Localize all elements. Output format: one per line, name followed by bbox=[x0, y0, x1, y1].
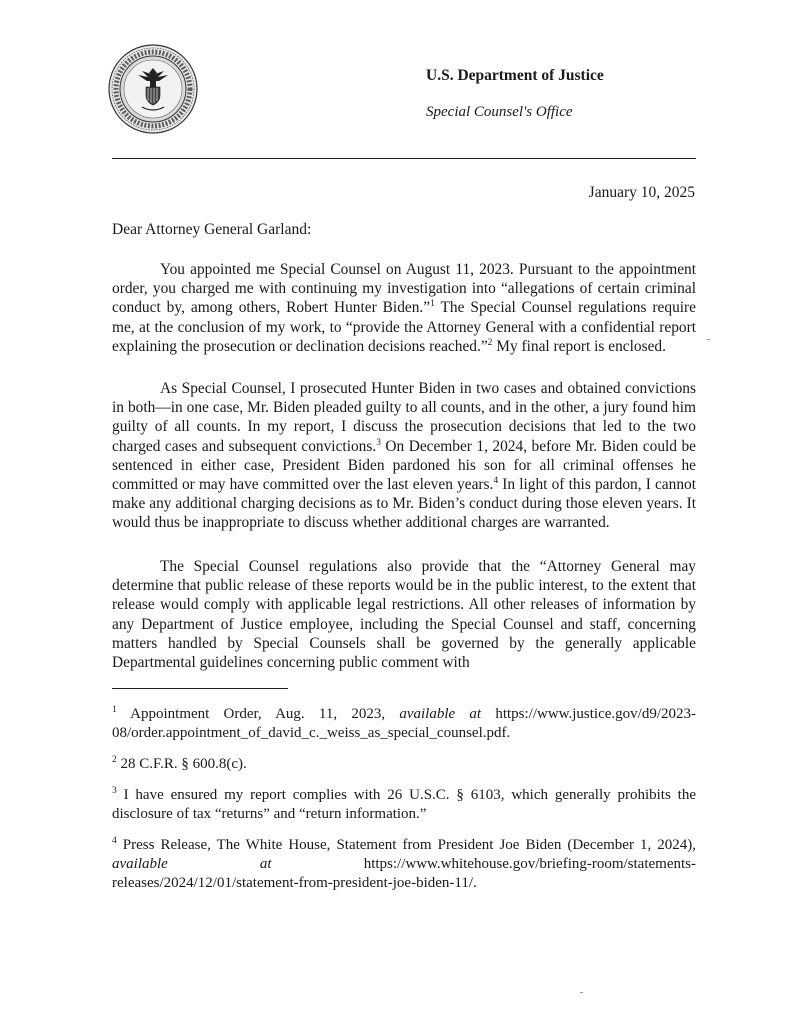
text-run: You appointed me Special Counsel on August 11, 2023. Pursuant to the appointment order, you charged me with continuing my investigation into “allegations of certain criminal conduct by, among others, Robert Hunter Biden.” bbox=[112, 261, 696, 317]
footnote-4 bbox=[112, 836, 696, 894]
text-run: 28 C.F.R. § 600.8(c). bbox=[116, 756, 247, 772]
doj-seal-icon bbox=[108, 44, 198, 134]
body-paragraph-3 bbox=[112, 557, 696, 672]
text-run: On December 1, 2024, before Mr. Biden could be sentenced in either case, President Biden pardoned his son for all criminal offenses he committed or may have committed over the last eleven years. bbox=[112, 437, 696, 494]
text-run: In light of this pardon, I cannot make any additional charging decisions as to Mr. Biden’s conduct during those eleven years. It would thus be inappropriate to discuss whether additional charges are warranted. bbox=[112, 476, 697, 532]
scan-artifact bbox=[707, 339, 710, 340]
body-paragraph-1 bbox=[112, 260, 696, 356]
text-run: Appointment Order, Aug. 11, 2023, bbox=[116, 706, 400, 722]
text-run: https://www.whitehouse.gov/briefing-room/statements-releases/2024/12/01/statement-from-president-joe-biden-11/. bbox=[112, 856, 696, 892]
footnote-marker: 2 bbox=[487, 337, 493, 348]
footnote-marker: 2 bbox=[112, 755, 117, 765]
italic-text: available at bbox=[112, 856, 272, 873]
footnote-marker: 1 bbox=[430, 299, 435, 310]
footnote-marker: 4 bbox=[112, 836, 117, 846]
footnote-1 bbox=[112, 705, 696, 743]
footnote-marker: 3 bbox=[112, 786, 117, 796]
text-run: Press Release, The White House, Statement from President Joe Biden (December 1, 2024), bbox=[116, 837, 696, 853]
text-run: I have ensured my report complies with 26 U.S.C. § 6103, which generally prohibits the disclosure of tax “returns” and “return information.” bbox=[112, 787, 696, 823]
text-run: The Special Counsel regulations require me, at the conclusion of my work, to “provide the Attorney General with a confidential report explaining the prosecution or declination decisions reached.” bbox=[112, 299, 696, 355]
footnote-marker: 1 bbox=[112, 705, 117, 715]
footnote-marker: 4 bbox=[493, 475, 499, 486]
department-name: U.S. Department of Justice bbox=[426, 67, 604, 84]
footnote-2 bbox=[112, 755, 696, 774]
footnote-3 bbox=[112, 786, 696, 824]
text-run: As Special Counsel, I prosecuted Hunter Biden in two cases and obtained convictions in both—in one case, Mr. Biden pleaded guilty to all counts, and in the other, a jury found him guilty of all counts. In my report, I discuss the prosecution decisions that led to the two charged cases and subsequent convictions. bbox=[112, 380, 696, 455]
body-paragraph-2 bbox=[112, 379, 696, 533]
footnote-separator bbox=[112, 688, 288, 689]
letterhead-rule bbox=[112, 158, 696, 159]
text-run: The Special Counsel regulations also provide that the “Attorney General may determine that public release of these reports would be in the public interest, to the extent that release would comply with applicable legal restrictions. All other releases of information by any Department of Justice employee, including the Special Counsel and staff, concerning matters handled by Special Counsels shall be governed by the generally applicable Departmental guidelines concerning public comment with bbox=[112, 558, 696, 672]
letter-date: January 10, 2025 bbox=[588, 184, 695, 201]
salutation: Dear Attorney General Garland: bbox=[112, 221, 312, 238]
footnote-marker: 3 bbox=[376, 437, 381, 448]
text-run: My final report is enclosed. bbox=[492, 337, 666, 355]
scan-artifact bbox=[580, 992, 583, 993]
italic-text: available at bbox=[399, 706, 482, 722]
office-name: Special Counsel's Office bbox=[426, 104, 573, 120]
text-run: https://www.justice.gov/d9/2023-08/order.appointment_of_david_c._weiss_as_special_counsel.pdf. bbox=[112, 706, 696, 742]
